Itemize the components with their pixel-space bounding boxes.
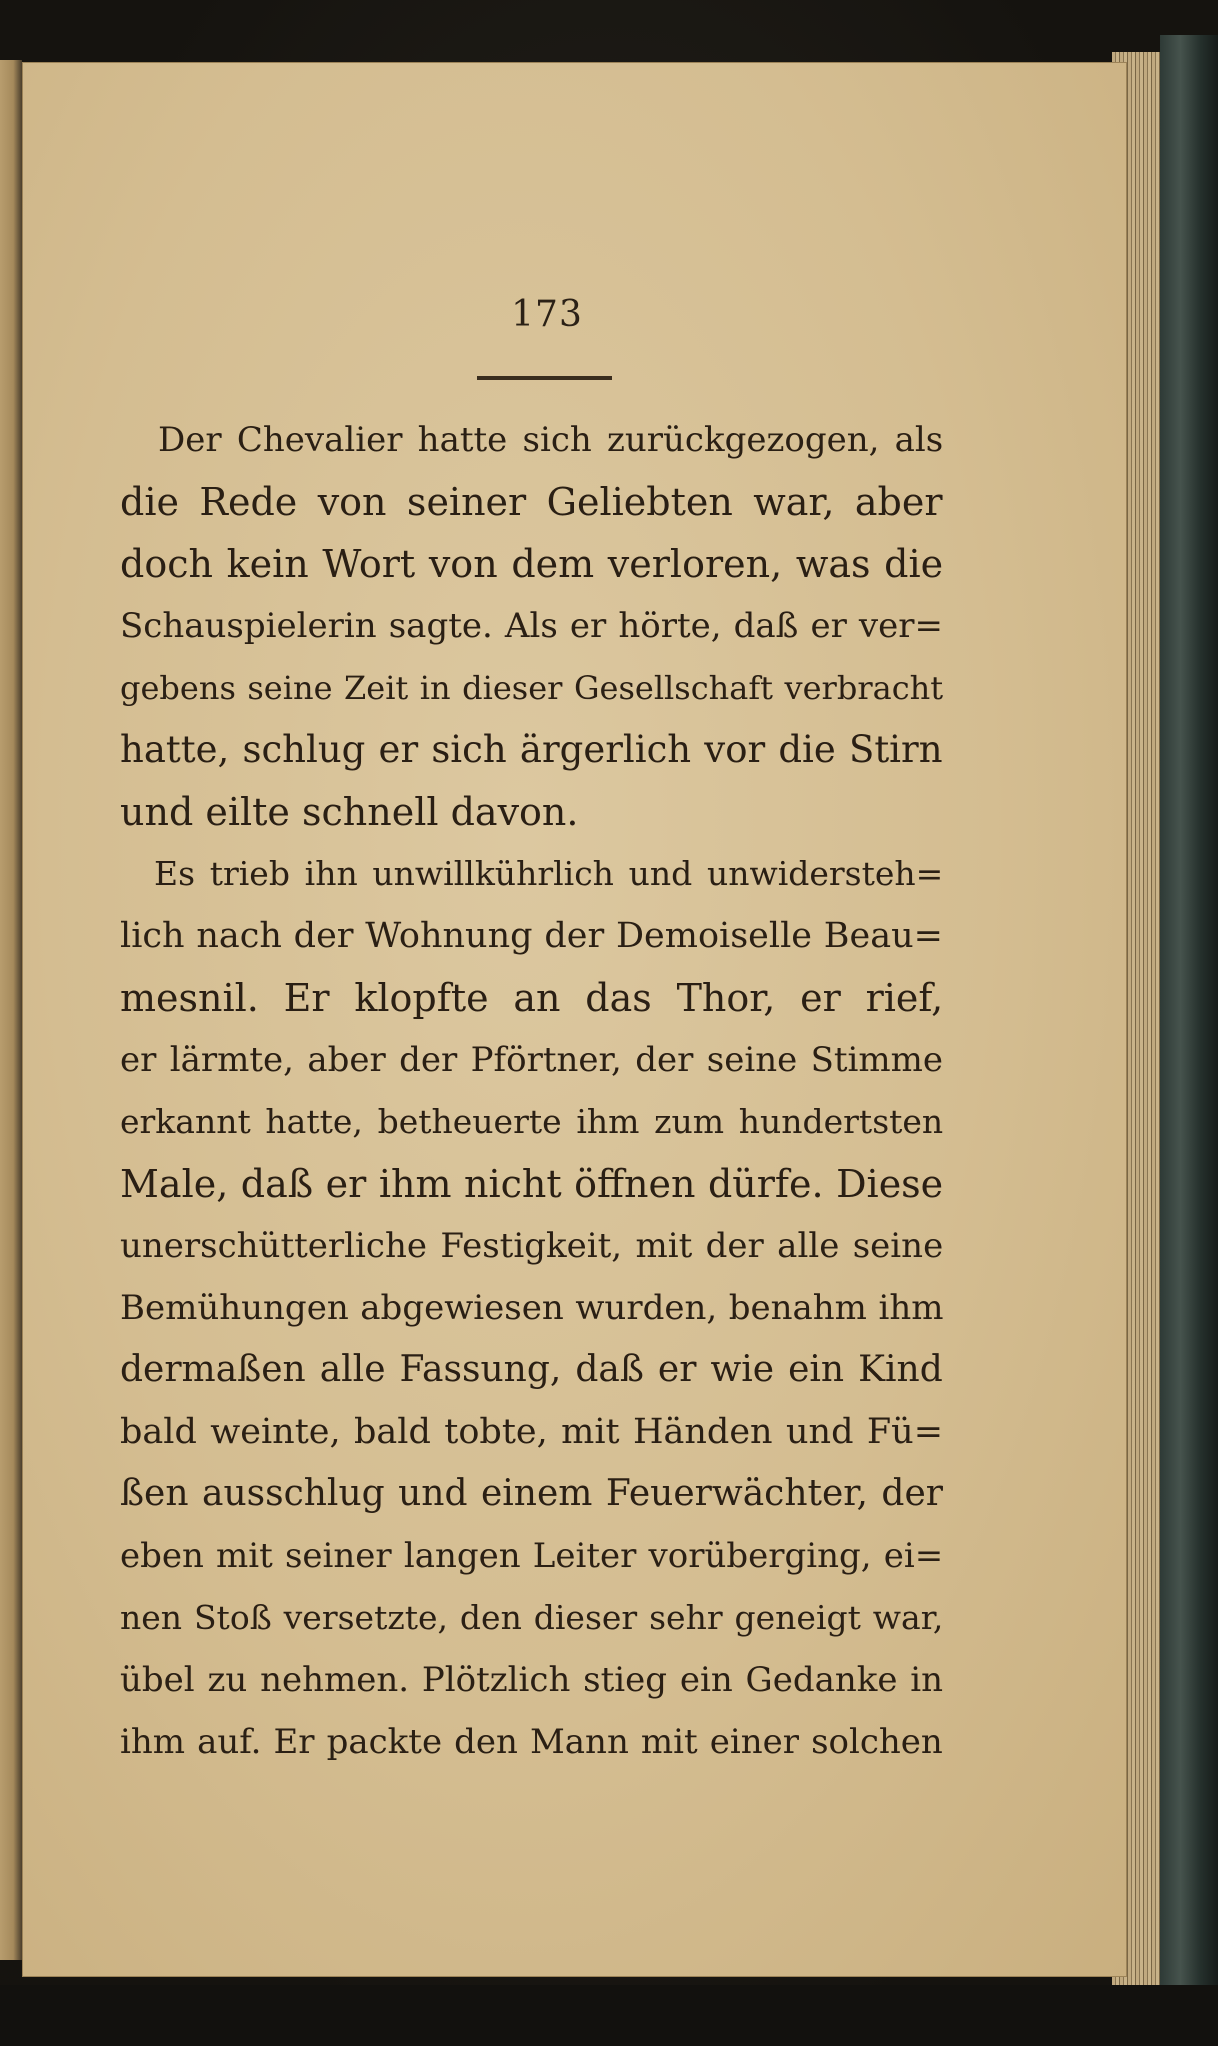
text-line-11: er lärmte, aber der Pförtner, der seine Stimme	[120, 1040, 944, 1080]
text-line-6: hatte, schlug er sich ärgerlich vor die Stirn	[120, 728, 943, 771]
text-line-15: Bemühungen abgewiesen wurden, benahm ihm	[120, 1288, 944, 1328]
text-line-9: lich nach der Wohnung der Demoiselle Beau=	[120, 916, 943, 956]
text-line-14: unerschütterliche Festigkeit, mit der alle seine	[120, 1226, 944, 1266]
header-rule	[477, 376, 612, 380]
text-line-12: erkannt hatte, betheuerte ihm zum hundertsten	[120, 1102, 944, 1141]
text-line-22: ihm auf. Er packte den Mann mit einer solchen	[120, 1722, 943, 1762]
text-line-3: doch kein Wort von dem verloren, was die	[120, 542, 944, 586]
text-line-20: nen Stoß versetzte, den dieser sehr geneigt war,	[120, 1598, 944, 1637]
text-line-17: bald weinte, bald tobte, mit Händen und Fü=	[120, 1412, 944, 1452]
left-page-edge	[0, 60, 22, 1960]
text-line-7: und eilte schnell davon.	[120, 790, 579, 834]
text-line-21: übel zu nehmen. Plötzlich stieg ein Gedanke in	[120, 1660, 944, 1700]
text-line-18: ßen ausschlug und einem Feuerwächter, der	[120, 1473, 943, 1514]
text-line-13: Male, daß er ihm nicht öffnen dürfe. Diese	[120, 1162, 944, 1206]
text-line-4: Schauspielerin sagte. Als er hörte, daß er ver=	[120, 606, 944, 646]
book-cover-binding	[1160, 35, 1218, 2010]
scan-bottom-shadow	[0, 1985, 1218, 2046]
text-line-1: Der Chevalier hatte sich zurückgezogen, als	[158, 420, 944, 460]
book-page	[22, 62, 1127, 1977]
page-number: 173	[511, 294, 583, 335]
text-line-19: eben mit seiner langen Leiter vorüberging, ei=	[120, 1536, 944, 1576]
text-line-2: die Rede von seiner Geliebten war, aber	[120, 480, 943, 524]
text-line-16: dermaßen alle Fassung, daß er wie ein Kind	[120, 1349, 943, 1390]
text-line-5: gebens seine Zeit in dieser Gesellschaft verbracht	[120, 669, 944, 707]
text-line-8: Es trieb ihn unwillkührlich und unwidersteh=	[154, 854, 944, 893]
text-line-10: mesnil. Er klopfte an das Thor, er rief,	[120, 976, 944, 1020]
